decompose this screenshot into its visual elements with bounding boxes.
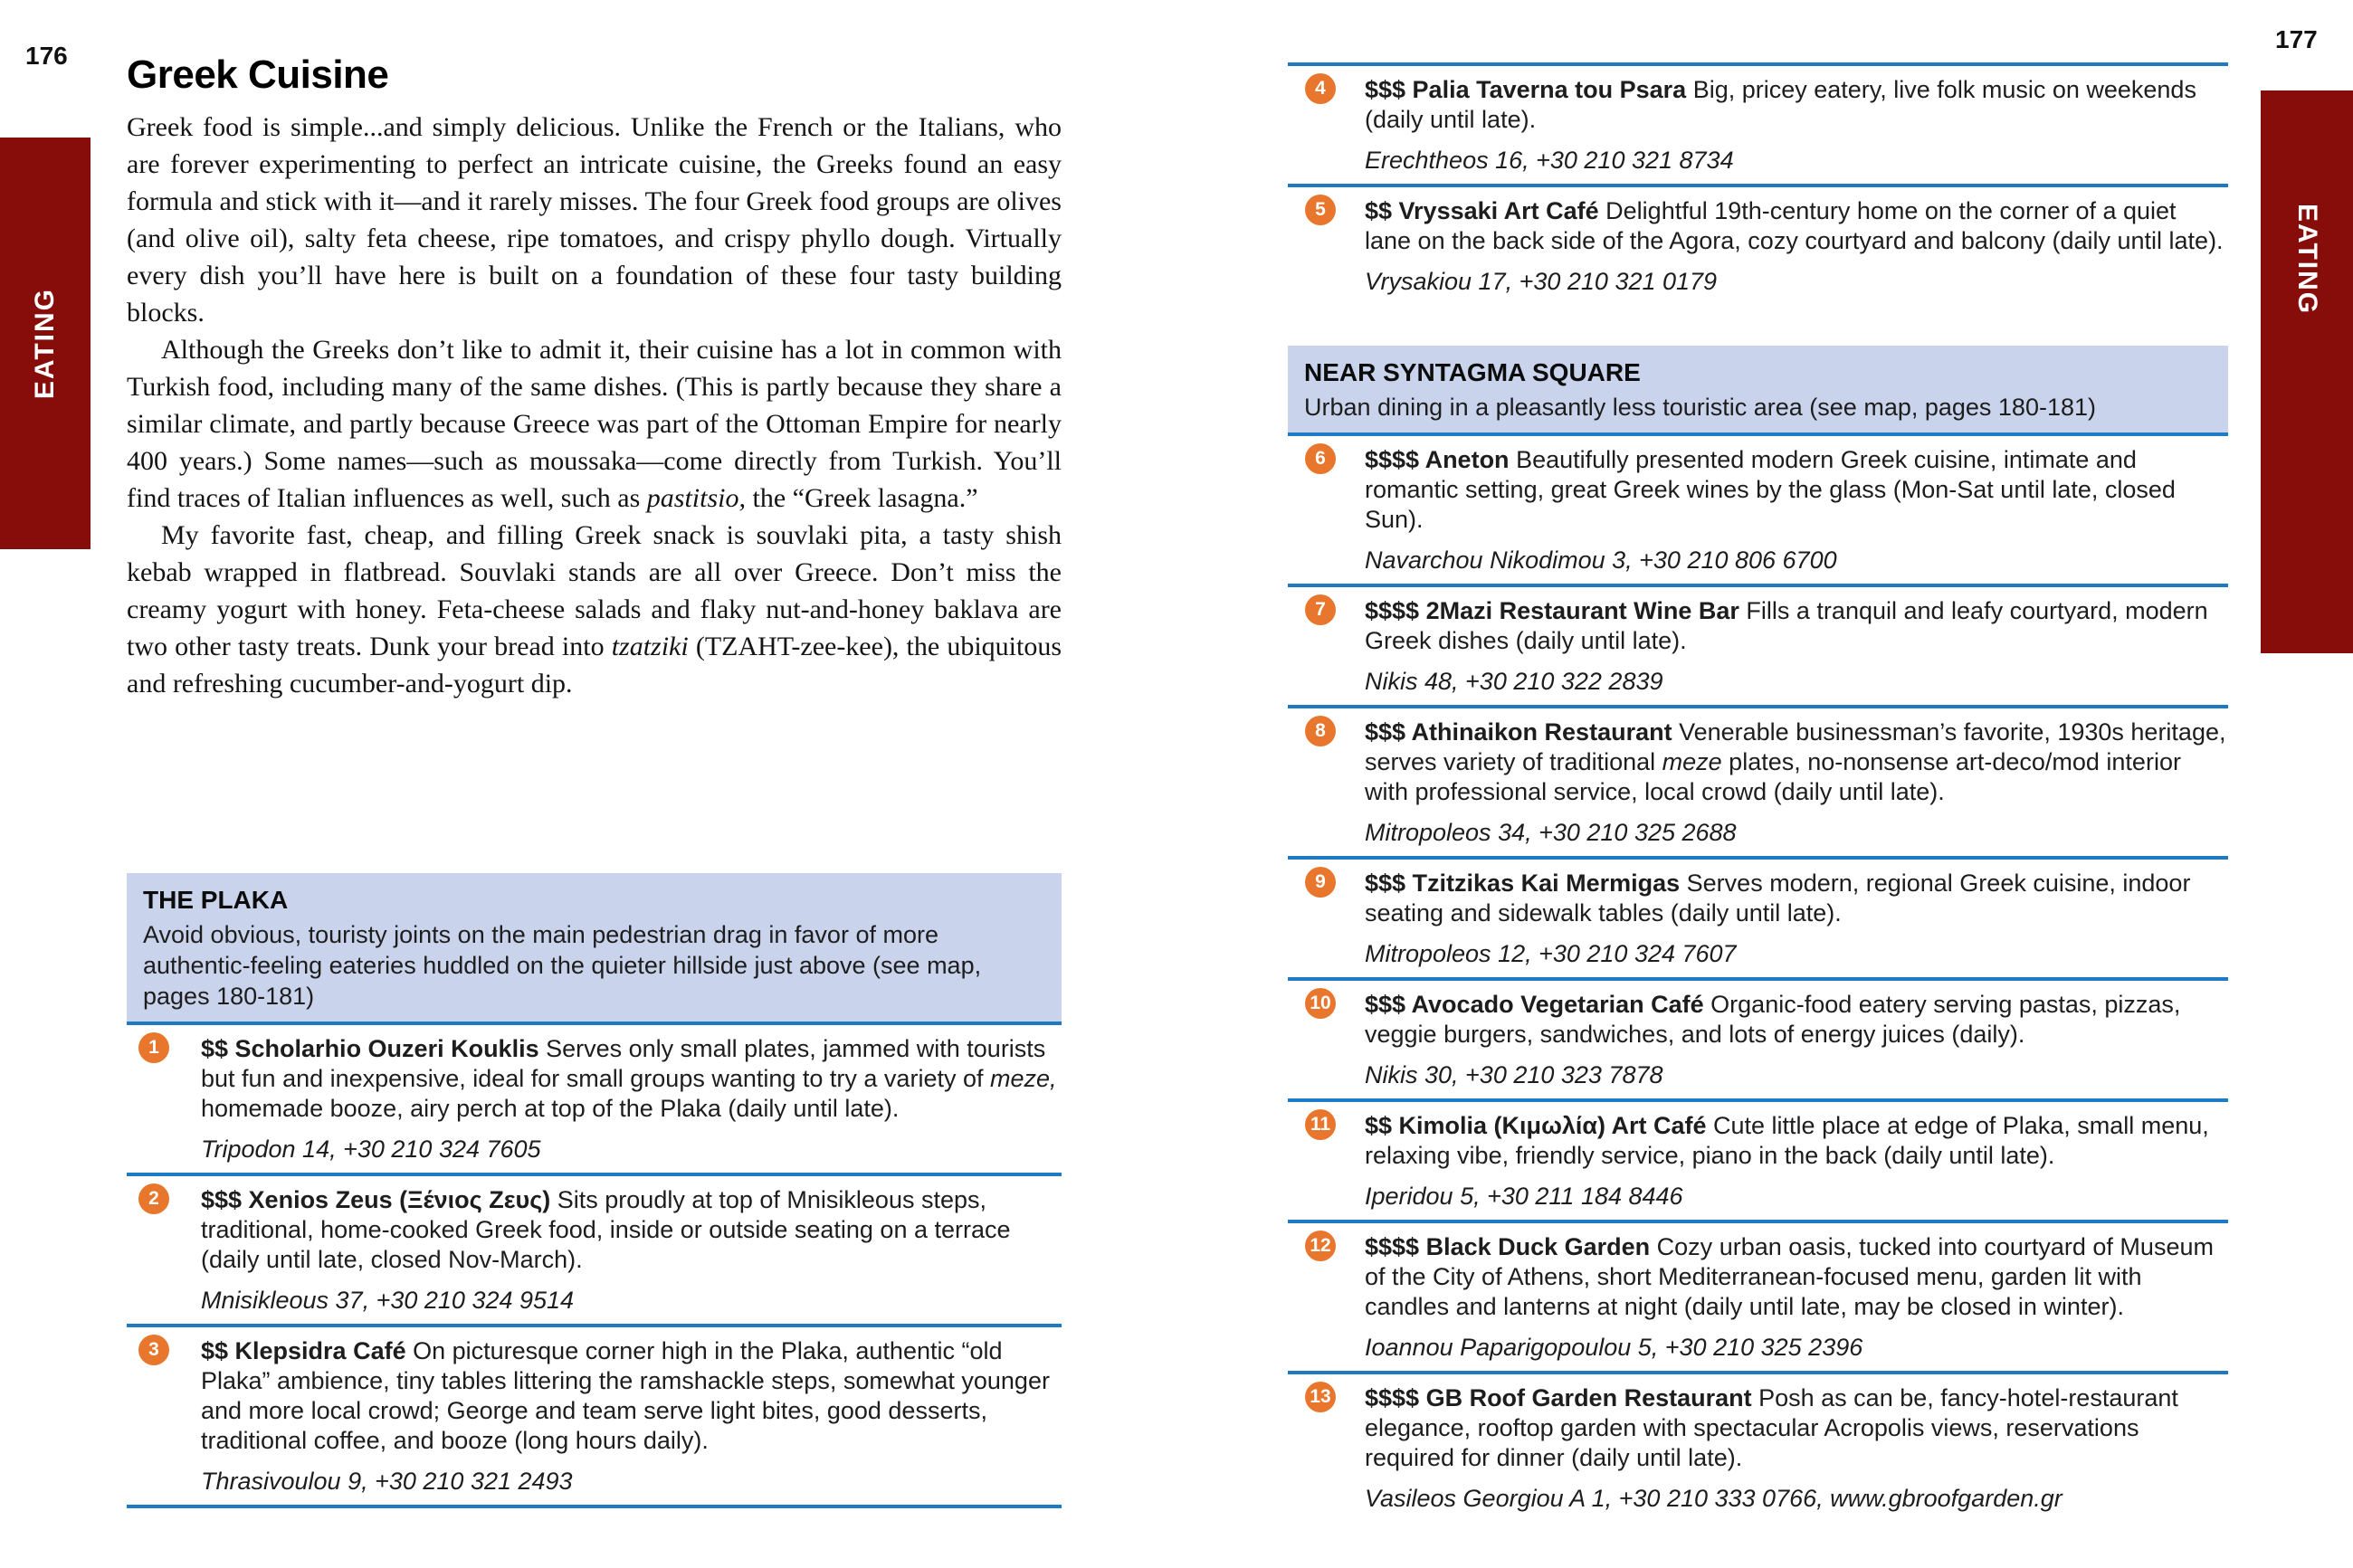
listing-item	[1288, 860, 2228, 977]
listing-number-badge: 11	[1305, 1109, 1336, 1140]
listing-item	[1288, 66, 2228, 184]
listing-description	[201, 1336, 1062, 1456]
text-segment: My favorite fast, cheap, and filling Greek snack is souvlaki pita, a tasty shish kebab wrapped in flatbread. Souvlaki stands are all over Greece. Don’t miss the creamy yogurt with honey. Feta-cheese salads and flaky nut-and-honey baklava are two other tasty treats. Dunk your bread into	[127, 520, 1062, 661]
listing-description	[1365, 1111, 2228, 1171]
eating-tab-label: EATING	[2292, 204, 2322, 316]
listing-number-badge: 13	[1305, 1382, 1336, 1412]
plaka-section	[127, 873, 1062, 1508]
listing-address: Mitropoleos 34, +30 210 325 2688	[1365, 819, 1737, 846]
listing-description	[1365, 717, 2228, 807]
italic-text: meze	[1662, 748, 1722, 775]
listing-price-and-name: $$ Klepsidra Café	[201, 1337, 414, 1364]
text-segment: Although the Greeks don’t like to admit it, their cuisine has a lot in common with Turkish food, including many of the same dishes. (This is partly because they share a similar climate, and partly because Greece was part of the Ottoman Empire for nearly 400 years.) Some names—such as moussaka—come directly from Turkish. You’ll find traces of Italian influences as well, such as	[127, 335, 1062, 513]
listing-item	[1288, 708, 2228, 856]
agora-listings	[1288, 62, 2228, 305]
listing-number-badge: 3	[138, 1335, 169, 1365]
listing-price-and-name: $$ Kimolia (Κιμωλία) Art Café	[1365, 1112, 1714, 1139]
listing-price-and-name: $$$ Xenios Zeus (Ξένιος Ζευς)	[201, 1186, 557, 1213]
text-segment: Beautifully presented modern Greek cuisine, intimate and romantic setting, great Greek wines by the glass (Mon-Sat until late, closed Sun).	[1365, 446, 2176, 533]
listing-price-and-name: $$$$ 2Mazi Restaurant Wine Bar	[1365, 597, 1747, 624]
plaka-listings	[127, 1025, 1062, 1508]
text-segment: Cozy urban oasis, tucked into courtyard of Museum of the City of Athens, short Mediterranean-focused menu, garden lit with candles and lanterns at night (daily until late, may be closed in winter).	[1365, 1233, 2214, 1320]
listing-item	[1288, 1374, 2228, 1522]
listing-number-badge: 2	[138, 1183, 169, 1214]
eating-tab-right	[2261, 90, 2353, 653]
listing-description	[1365, 445, 2228, 535]
listing-description	[1365, 196, 2228, 256]
listing-description	[1365, 75, 2228, 135]
listing-address: Mnisikleous 37, +30 210 324 9514	[201, 1287, 575, 1314]
listing-item	[1288, 1223, 2228, 1371]
listing-description	[1365, 869, 2228, 928]
listing-number-badge: 9	[1305, 867, 1336, 898]
listing-item	[127, 1327, 1062, 1505]
text-segment: Greek food is simple...and simply delicious. Unlike the French or the Italians, who are forever experimenting to perfect an intricate cuisine, the Greeks found an easy formula and stick with it—and it rarely misses. The four Greek food groups are olives (and olive oil), salty feta cheese, ripe tomatoes, and crispy phyllo dough. Virtually every dish you’ll have here is built on a foundation of these four tasty building blocks.	[127, 112, 1062, 328]
listing-number-badge: 8	[1305, 716, 1336, 746]
listing-address: Nikis 30, +30 210 323 7878	[1365, 1061, 1663, 1088]
listing-address: Nikis 48, +30 210 322 2839	[1365, 668, 1663, 695]
text-segment: Posh as can be, fancy-hotel-restaurant elegance, rooftop garden with spectacular Acropolis views, reservations required for dinner (daily until late).	[1365, 1384, 2178, 1471]
text-segment: On picturesque corner high in the Plaka, authentic “old Plaka” ambience, tiny tables littering the ramshackle steps, somewhat younger and more local crowd; George and team serve light bites, good desserts, traditional coffee, and booze (long hours daily).	[201, 1337, 1050, 1454]
listing-address: Iperidou 5, +30 211 184 8446	[1365, 1183, 1683, 1210]
syntagma-listings	[1288, 436, 2228, 1522]
listing-item	[1288, 981, 2228, 1098]
section-header: NEAR SYNTAGMA SQUARE	[1304, 358, 1641, 386]
text-segment: Serves only small plates, jammed with tourists but fun and inexpensive, ideal for small groups wanting to try a variety of	[201, 1035, 1046, 1092]
listing-number-badge: 4	[1305, 73, 1336, 104]
text-segment: Cute little place at edge of Plaka, small menu, relaxing vibe, friendly service, piano in the back (daily until late).	[1365, 1112, 2209, 1169]
intro-paragraph	[127, 517, 1062, 702]
listing-price-and-name: $$$ Avocado Vegetarian Café	[1365, 991, 1711, 1018]
text-segment: Sits proudly at top of Mnisikleous steps, traditional, home-cooked Greek food, inside or outside seating on a terrace (daily until late, closed Nov-March).	[201, 1186, 1011, 1273]
listing-address: Navarchou Nikodimou 3, +30 210 806 6700	[1365, 546, 1837, 574]
text-segment: Delightful 19th-century home on the corner of a quiet lane on the back side of the Agora, cozy courtyard and balcony (daily until late).	[1365, 197, 2224, 254]
listing-item	[1288, 436, 2228, 584]
listing-price-and-name: $$$$ Black Duck Garden	[1365, 1233, 1657, 1260]
text-segment: the “Greek lasagna.”	[746, 483, 978, 513]
listing-number-badge: 5	[1305, 195, 1336, 225]
text-segment: Big, pricey eatery, live folk music on weekends (daily until late).	[1365, 76, 2196, 133]
page-number-right: 177	[2275, 25, 2318, 53]
intro-text	[127, 109, 1062, 702]
listing-number-badge: 7	[1305, 594, 1336, 625]
plaka-box	[127, 873, 1062, 1022]
listing-number-badge: 12	[1305, 1231, 1336, 1261]
section-description: Urban dining in a pleasantly less touristic area (see map, pages 180-181)	[1304, 394, 2096, 421]
text-segment: (TZAHT-zee-kee), the ubiquitous and refreshing cucumber-and-yogurt dip.	[127, 632, 1062, 698]
listing-price-and-name: $$$ Tzitzikas Kai Mermigas	[1365, 870, 1687, 897]
divider-rule	[127, 1505, 1062, 1508]
listing-description	[1365, 1383, 2228, 1473]
page-title: Greek Cuisine	[127, 52, 389, 97]
listing-description	[1365, 596, 2228, 656]
listing-address: Vrysakiou 17, +30 210 321 0179	[1365, 268, 1718, 295]
italic-text: pastitsio,	[646, 483, 746, 513]
listing-address: Tripodon 14, +30 210 324 7605	[201, 1136, 541, 1163]
listing-number-badge: 6	[1305, 443, 1336, 474]
text-segment: Fills a tranquil and leafy courtyard, modern Greek dishes (daily until late).	[1365, 597, 2208, 654]
section-description: Avoid obvious, touristy joints on the main pedestrian drag in favor of more authentic-feeling eateries huddled on the quieter hillside just above (see map, pages 180-181)	[143, 921, 982, 1010]
intro-paragraph	[127, 109, 1062, 331]
intro-paragraph	[127, 331, 1062, 517]
listing-price-and-name: $$ Scholarhio Ouzeri Kouklis	[201, 1035, 547, 1062]
listing-address: Vasileos Georgiou A 1, +30 210 333 0766, www.gbroofgarden.gr	[1365, 1485, 2062, 1512]
listing-item	[127, 1176, 1062, 1324]
listing-description	[201, 1034, 1062, 1124]
listing-item	[1288, 187, 2228, 305]
listing-description	[201, 1185, 1062, 1275]
listing-item	[1288, 587, 2228, 705]
listing-number-badge: 1	[138, 1032, 169, 1063]
listing-description	[1365, 990, 2228, 1050]
listing-price-and-name: $$$ Athinaikon Restaurant	[1365, 718, 1680, 746]
listing-address: Thrasivoulou 9, +30 210 321 2493	[201, 1468, 573, 1495]
listing-item	[127, 1025, 1062, 1173]
listing-item	[1288, 1102, 2228, 1220]
italic-text: tzatziki	[611, 632, 689, 661]
left-page-column	[127, 52, 1062, 1495]
text-segment: homemade booze, airy perch at top of the Plaka (daily until late).	[201, 1095, 900, 1122]
listing-price-and-name: $$$$ Aneton	[1365, 446, 1517, 473]
text-segment: Organic-food eatery serving pastas, pizzas, veggie burgers, sandwiches, and lots of energy juices (daily).	[1365, 991, 2181, 1048]
right-page-column	[1288, 62, 2228, 1522]
text-segment: Venerable businessman’s favorite, 1930s heritage, serves variety of traditional	[1365, 718, 2226, 775]
listing-price-and-name: $$$$ GB Roof Garden Restaurant	[1365, 1384, 1759, 1411]
eating-tab-left	[0, 138, 90, 549]
page-number-left: 176	[25, 42, 68, 70]
listing-price-and-name: $$ Vryssaki Art Café	[1365, 197, 1606, 224]
listing-address: Mitropoleos 12, +30 210 324 7607	[1365, 940, 1737, 967]
section-header: THE PLAKA	[143, 886, 289, 914]
text-segment: Serves modern, regional Greek cuisine, indoor seating and sidewalk tables (daily until late).	[1365, 870, 2191, 927]
italic-text: meze,	[989, 1065, 1057, 1092]
listing-number-badge: 10	[1305, 988, 1336, 1019]
listing-price-and-name: $$$ Palia Taverna tou Psara	[1365, 76, 1693, 103]
listing-address: Ioannou Paparigopoulou 5, +30 210 325 2396	[1365, 1334, 1863, 1361]
listing-description	[1365, 1232, 2228, 1322]
text-segment: plates, no-nonsense art-deco/mod interior with professional service, local crowd (daily until late).	[1365, 748, 2181, 805]
listing-address: Erechtheos 16, +30 210 321 8734	[1365, 147, 1734, 174]
syntagma-box	[1288, 346, 2228, 432]
eating-tab-label: EATING	[30, 287, 60, 400]
